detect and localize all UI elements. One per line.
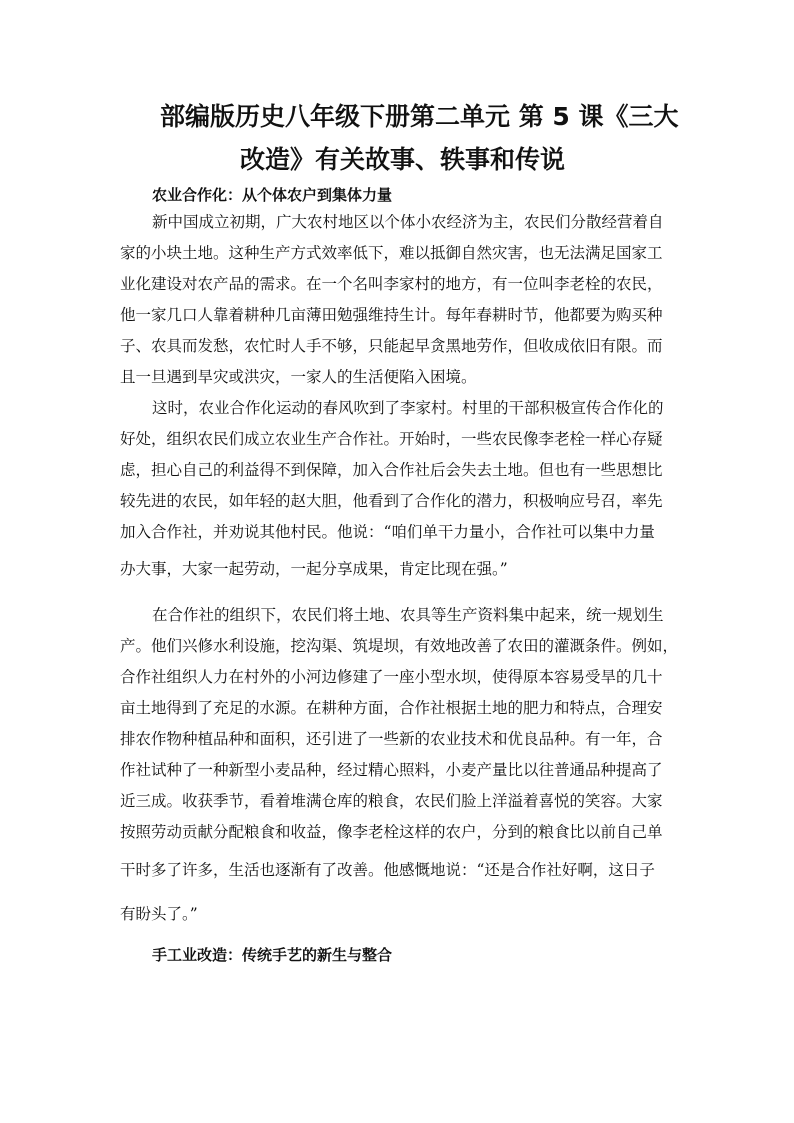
paragraph-line: 这时，农业合作化运动的春风吹到了李家村。村里的干部积极宣传合作化的	[152, 399, 664, 417]
paragraph-line: 业化建设对农产品的需求。在一个名叫李家村的地方，有一位叫李老栓的农民，	[120, 275, 663, 293]
paragraph-line: 亩土地得到了充足的水源。在耕种方面，合作社根据土地的肥力和特点，合理安	[120, 699, 663, 717]
paragraph-line: 较先进的农民，如年轻的赵大胆，他看到了合作化的潜力，积极响应号召，率先	[120, 492, 663, 510]
paragraph-line: 排农作物种植品种和面积，还引进了一些新的农业技术和优良品种。有一年，合	[120, 730, 663, 748]
paragraph-line: 干时多了许多，生活也逐渐有了改善。他感慨地说：“还是合作社好啊，这日子	[120, 861, 655, 879]
paragraph-line: 合作社组织人力在村外的小河边修建了一座小型水坝，使得原本容易受旱的几十	[120, 668, 663, 686]
paragraph-line: 新中国成立初期，广大农村地区以个体小农经济为主，农民们分散经营着自	[152, 213, 664, 231]
document-title-line-1: 部编版历史八年级下册第二单元 第 5 课《三大	[160, 102, 679, 131]
paragraph-line: 近三成。收获季节，看着堆满仓库的粮食，农民们脸上洋溢着喜悦的笑容。大家	[120, 792, 663, 810]
section-heading-agriculture: 农业合作化：从个体农户到集体力量	[152, 186, 393, 204]
document-title-line-2: 改造》有关故事、轶事和传说	[240, 145, 566, 174]
paragraph-line: 按照劳动贡献分配粮食和收益，像李老栓这样的农户，分到的粮食比以前自己单	[120, 823, 663, 841]
paragraph-line: 且一旦遇到旱灾或洪灾，一家人的生活便陷入困境。	[120, 368, 477, 386]
paragraph-line: 在合作社的组织下，农民们将土地、农具等生产资料集中起来，统一规划生	[152, 606, 664, 624]
paragraph-line: 子、农具而发愁，农忙时人手不够，只能起早贪黑地劳作，但收成依旧有限。而	[120, 337, 663, 355]
paragraph-line: 好处，组织农民们成立农业生产合作社。开始时，一些农民像李老栓一样心存疑	[120, 430, 663, 448]
paragraph-line: 加入合作社，并劝说其他村民。他说：“咱们单干力量小，合作社可以集中力量	[120, 523, 655, 541]
paragraph-line: 有盼头了。”	[120, 905, 198, 923]
paragraph-line: 虑，担心自己的利益得不到保障，加入合作社后会失去土地。但也有一些思想比	[120, 461, 663, 479]
paragraph-line: 家的小块土地。这种生产方式效率低下，难以抵御自然灾害，也无法满足国家工	[120, 244, 663, 262]
section-heading-handicraft: 手工业改造：传统手艺的新生与整合	[152, 946, 393, 964]
paragraph-line: 他一家几口人靠着耕种几亩薄田勉强维持生计。每年春耕时节，他都要为购买种	[120, 306, 663, 324]
paragraph-line: 作社试种了一种新型小麦品种，经过精心照料，小麦产量比以往普通品种提高了	[120, 761, 663, 779]
paragraph-line: 办大事，大家一起劳动，一起分享成果，肯定比现在强。”	[120, 560, 508, 578]
paragraph-line: 产。他们兴修水利设施，挖沟渠、筑堤坝，有效地改善了农田的灌溉条件。例如，	[120, 637, 679, 655]
